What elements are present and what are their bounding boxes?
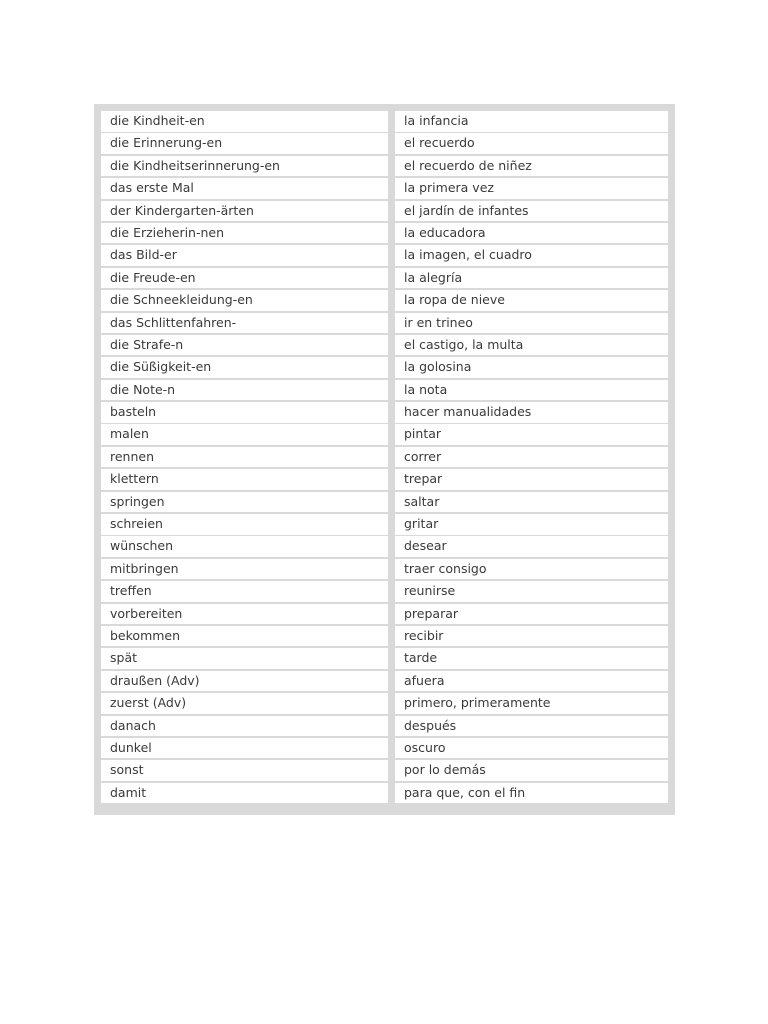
- table-row: [101, 738, 668, 759]
- table-row: [101, 693, 668, 714]
- table-row: [101, 424, 668, 445]
- table-row: [101, 671, 668, 692]
- table-row: [101, 335, 668, 356]
- spanish-translation: tarde: [395, 648, 668, 669]
- table-row: [101, 716, 668, 737]
- spanish-translation: trepar: [395, 469, 668, 490]
- spanish-translation: pintar: [395, 424, 668, 445]
- spanish-translation: la nota: [395, 380, 668, 401]
- german-term: das Schlittenfahren-: [101, 313, 388, 334]
- spanish-translation: el recuerdo: [395, 133, 668, 154]
- german-term: die Erinnerung-en: [101, 133, 388, 154]
- german-term: die Kindheit-en: [101, 111, 388, 132]
- table-row: [101, 581, 668, 602]
- spanish-translation: gritar: [395, 514, 668, 535]
- german-term: die Süßigkeit-en: [101, 357, 388, 378]
- table-row: [101, 290, 668, 311]
- german-term: das Bild-er: [101, 245, 388, 266]
- spanish-translation: preparar: [395, 604, 668, 625]
- german-term: mitbringen: [101, 559, 388, 580]
- german-term: bekommen: [101, 626, 388, 647]
- table-row: [101, 380, 668, 401]
- spanish-translation: el castigo, la multa: [395, 335, 668, 356]
- spanish-translation: la alegría: [395, 268, 668, 289]
- german-term: vorbereiten: [101, 604, 388, 625]
- table-row: [101, 447, 668, 468]
- german-term: die Schneekleidung-en: [101, 290, 388, 311]
- german-term: damit: [101, 783, 388, 804]
- german-term: die Erzieherin-nen: [101, 223, 388, 244]
- german-term: sonst: [101, 760, 388, 781]
- german-term: die Kindheitserinnerung-en: [101, 156, 388, 177]
- table-row: [101, 201, 668, 222]
- table-row: [101, 111, 668, 132]
- german-term: der Kindergarten-ärten: [101, 201, 388, 222]
- table-row: [101, 357, 668, 378]
- german-term: klettern: [101, 469, 388, 490]
- spanish-translation: para que, con el fin: [395, 783, 668, 804]
- table-row: [101, 402, 668, 423]
- spanish-translation: afuera: [395, 671, 668, 692]
- german-term: die Note-n: [101, 380, 388, 401]
- table-row: [101, 313, 668, 334]
- spanish-translation: la infancia: [395, 111, 668, 132]
- german-term: danach: [101, 716, 388, 737]
- table-row: [101, 245, 668, 266]
- table-row: [101, 536, 668, 557]
- spanish-translation: después: [395, 716, 668, 737]
- german-term: die Strafe-n: [101, 335, 388, 356]
- german-term: treffen: [101, 581, 388, 602]
- german-term: spät: [101, 648, 388, 669]
- spanish-translation: traer consigo: [395, 559, 668, 580]
- table-row: [101, 760, 668, 781]
- spanish-translation: oscuro: [395, 738, 668, 759]
- table-row: [101, 783, 668, 804]
- spanish-translation: la imagen, el cuadro: [395, 245, 668, 266]
- german-term: zuerst (Adv): [101, 693, 388, 714]
- german-term: rennen: [101, 447, 388, 468]
- table-row: [101, 469, 668, 490]
- table-row: [101, 559, 668, 580]
- spanish-translation: el recuerdo de niñez: [395, 156, 668, 177]
- spanish-translation: correr: [395, 447, 668, 468]
- spanish-translation: ir en trineo: [395, 313, 668, 334]
- spanish-translation: la educadora: [395, 223, 668, 244]
- table-row: [101, 133, 668, 154]
- spanish-translation: la golosina: [395, 357, 668, 378]
- spanish-translation: por lo demás: [395, 760, 668, 781]
- table-row: [101, 626, 668, 647]
- german-term: malen: [101, 424, 388, 445]
- spanish-translation: saltar: [395, 492, 668, 513]
- table-row: [101, 268, 668, 289]
- german-term: wünschen: [101, 536, 388, 557]
- spanish-translation: la ropa de nieve: [395, 290, 668, 311]
- spanish-translation: hacer manualidades: [395, 402, 668, 423]
- table-row: [101, 514, 668, 535]
- german-term: basteln: [101, 402, 388, 423]
- spanish-translation: la primera vez: [395, 178, 668, 199]
- german-term: draußen (Adv): [101, 671, 388, 692]
- spanish-translation: desear: [395, 536, 668, 557]
- table-row: [101, 492, 668, 513]
- german-term: das erste Mal: [101, 178, 388, 199]
- table-row: [101, 604, 668, 625]
- german-term: dunkel: [101, 738, 388, 759]
- spanish-translation: primero, primeramente: [395, 693, 668, 714]
- table-row: [101, 156, 668, 177]
- vocabulary-table: [94, 104, 675, 815]
- table-row: [101, 178, 668, 199]
- table-row: [101, 648, 668, 669]
- spanish-translation: el jardín de infantes: [395, 201, 668, 222]
- spanish-translation: recibir: [395, 626, 668, 647]
- german-term: springen: [101, 492, 388, 513]
- german-term: schreien: [101, 514, 388, 535]
- spanish-translation: reunirse: [395, 581, 668, 602]
- german-term: die Freude-en: [101, 268, 388, 289]
- table-row: [101, 223, 668, 244]
